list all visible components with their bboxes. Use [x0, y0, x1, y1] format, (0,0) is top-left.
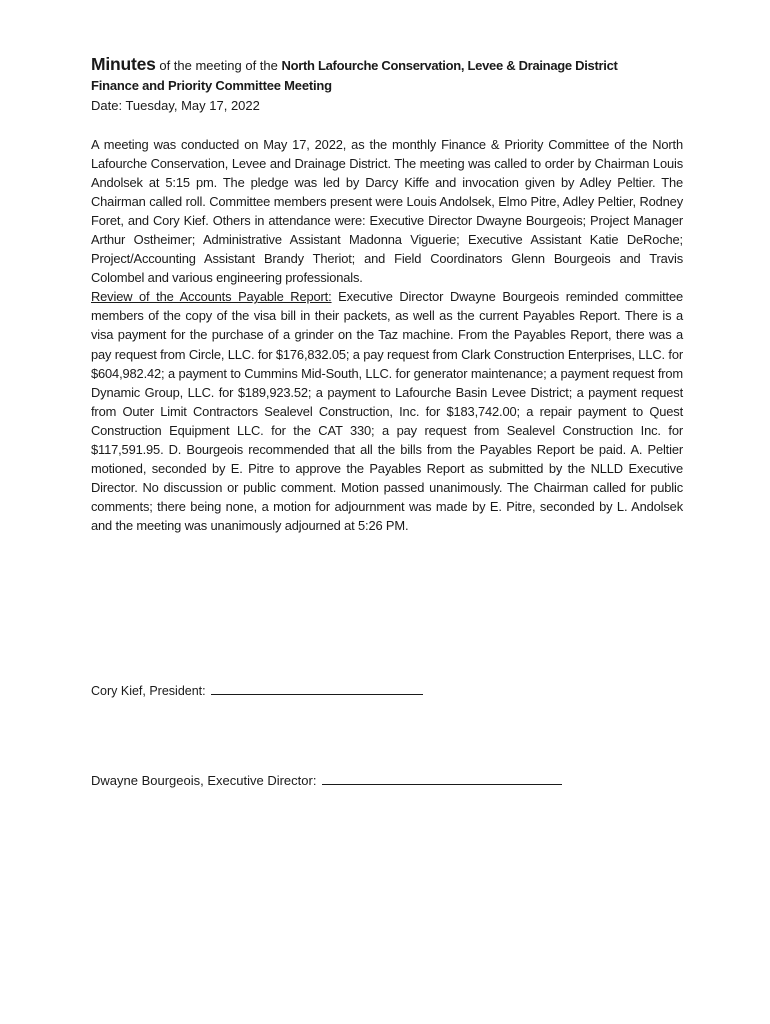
organization-name: North Lafourche Conservation, Levee & Drainage District — [281, 58, 618, 73]
president-label: Cory Kief, President: — [91, 684, 206, 698]
president-signature-line — [211, 684, 423, 695]
section-heading: Review of the Accounts Payable Report: — [91, 289, 332, 305]
title-line — [91, 54, 683, 76]
executive-director-label: Dwayne Bourgeois, Executive Director: — [91, 773, 317, 788]
meeting-date: Date: Tuesday, May 17, 2022 — [91, 98, 260, 113]
meeting-subtitle: Finance and Priority Committee Meeting — [91, 78, 332, 93]
payables-text: Executive Director Dwayne Bourgeois reminded committee members of the copy of the visa bill in their packets, as well as the current Payables Report. There is a visa payment for the purchase of a grinder on the Taz machine. From the Payables Report, there was a pay request from Circle, LLC. for $176,832.05; a pay request from Clark Construction Enterprises, LLC. for $604,982.42; a payment to Cummins Mid-South, LLC. for generator maintenance; a payment request from Dynamic Group, LLC. for $189,923.52; a payment to Lafourche Basin Levee District; a payment request from Outer Limit Contractors Sealevel Construction, Inc. for $183,742.00; a repair payment to Quest Construction Equipment LLC. for the CAT 330; a pay request from Sealevel Construction Inc. for $117,591.95. D. Bourgeois recommended that all the bills from the Payables Report be paid. A. Peltier motioned, seconded by E. Pitre to approve the Payables Report as submitted by the NLLD Executive Director. No discussion or public comment. Motion passed unanimously. The Chairman called for public comments; there being none, a motion for adjournment was made by E. Pitre, seconded by L. Andolsek and the meeting was unanimously adjourned at 5:26 PM. — [91, 289, 684, 533]
payables-paragraph — [91, 287, 683, 535]
attendance-paragraph: A meeting was conducted on May 17, 2022, as the monthly Finance & Priority Committee of the North Lafourche Conservation, Levee and Drainage District. The meeting was called to order by Chairman Louis Andolsek at 5:15 pm. The pledge was led by Darcy Kiffe and invocation given by Adley Peltier. The Chairman called roll. Committee members present were Louis Andolsek, Elmo Pitre, Adley Peltier, Rodney Foret, and Cory Kief. Others in attendance were: Executive Director Dwayne Bourgeois; Project Manager Arthur Ostheimer; Administrative Assistant Madonna Viguerie; Executive Assistant Katie DeRoche; Project/Accounting Assistant Brandy Theriot; and Field Coordinators Glenn Bourgeois and Travis Colombel and various engineering professionals. — [91, 137, 683, 286]
title-rest: of the meeting of the — [159, 58, 278, 73]
executive-director-signature — [91, 773, 562, 788]
executive-director-signature-line — [322, 774, 562, 785]
minutes-body — [91, 135, 683, 535]
title-word: Minutes — [91, 54, 156, 74]
president-signature — [91, 684, 423, 698]
minutes-content — [91, 54, 683, 535]
